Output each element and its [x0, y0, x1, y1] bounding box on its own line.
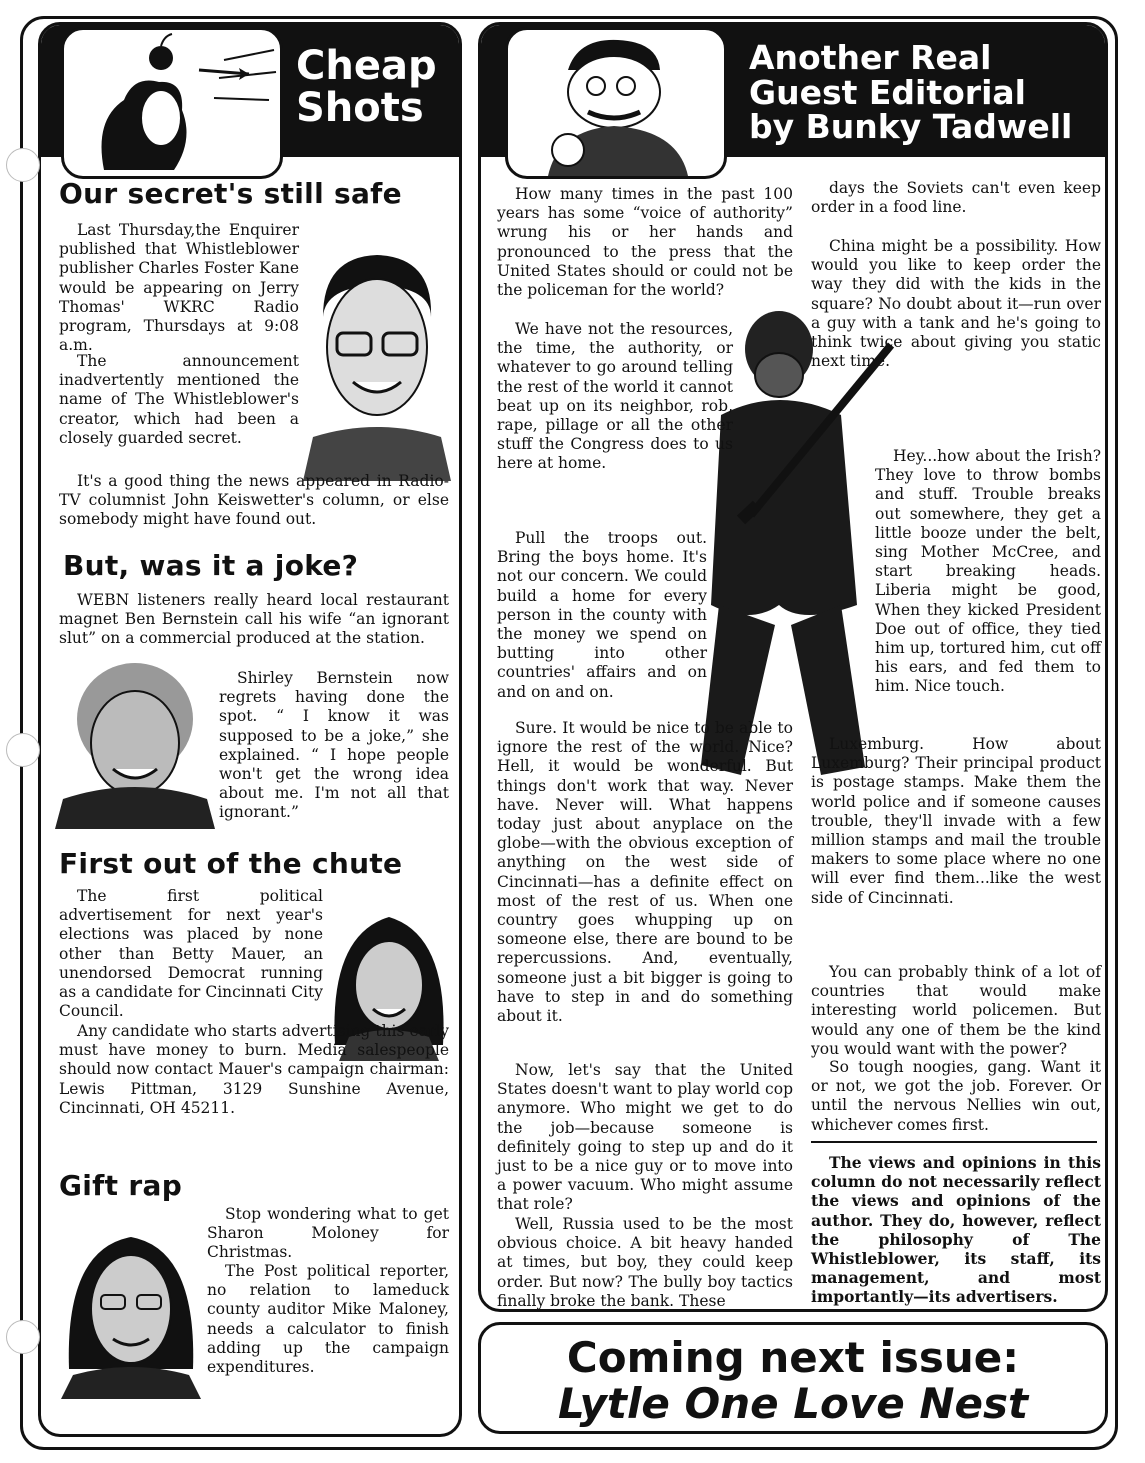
editorial-disclaimer: The views and opinions in this column do not necessarily reflect the views and opinions of the author. They do, however, reflect the philosophy of The Whistleblower, its staff, its management, and most importantly—its advertisers.: [811, 1153, 1101, 1307]
editorial-c2-p1: days the Soviets can't even keep order in a food line.: [811, 179, 1101, 217]
editorial-c2-p4: Luxemburg. How about Luxemburg? Their principal product is postage stamps. Make them the world police and if someone causes trouble, they'll invade with a few million stamps and mail the trouble makers to some place where no one will ever find them...like the west side of Cincinnati.: [811, 735, 1101, 907]
text-chute-p1: The first political advertisement for next year's elections was placed by none other than Betty Mauer, an unendorsed Democrat running as a candidate for Cincinnati City Council.: [59, 887, 323, 1021]
caricature-icon: [508, 30, 724, 176]
caricature-illustration: [505, 27, 727, 179]
punch-hole: [6, 733, 40, 767]
editorial-c1-p4: Sure. It would be nice to be able to ignore the rest of the world. Nice? Hell, it would be wonderful. But things don't work that way. Never have. Never will. What happens today just about anyplace on the globe—with the obvious exception of anything on the west side of Cincinnati—has a definite effect on most of the rest of us. When one country goes whupping up on someone else, there are bound to be repercussions. And, eventually, someone just a bit bigger is going to have to step in and do something about it.: [497, 719, 793, 1026]
cheap-shots-title: Cheap Shots: [296, 43, 437, 131]
cartoon-icon: [64, 30, 280, 176]
editorial-c1-p6: Well, Russia used to be the most obvious choice. A bit heavy handed at times, but boy, they could keep order. But now? The bully boy tactics finally broke the bank. These: [497, 1215, 793, 1310]
photo-woman-glasses: [61, 1219, 201, 1399]
cheap-shots-banner: [41, 25, 459, 157]
text-joke-p2: Shirley Bernstein now regrets having done the spot. “ I know it was supposed to be a joke,” she explained. “ I hope people won't get the wrong idea about me. I'm not all that ignorant.”: [219, 669, 449, 822]
cheap-shots-column: [38, 22, 462, 1437]
editorial-c2-p6: So tough noogies, gang. Want it or not, we got the job. Forever. Or until the nervous Nellies win out, whichever comes first.: [811, 1058, 1101, 1134]
text-secret-safe-p3: It's a good thing the news appeared in Radio-TV columnist John Keiswetter's column, or else somebody might have found out.: [59, 472, 449, 529]
text-secret-safe-p2: The announcement inadvertently mentioned the name of The Whistleblower's creator, which had been a closely guarded secret.: [59, 352, 299, 447]
coming-next-label: Coming next issue:: [566, 1333, 1020, 1382]
editorial-banner: [481, 25, 1105, 157]
editorial-c1-p2: We have not the resources, the time, the authority, or whatever to go around telling the rest of the world it cannot beat up on its neighbor, rob, rape, pillage or all the other stuff the Congress does to us here at home.: [497, 320, 733, 473]
headline-gift-rap: Gift rap: [59, 1169, 183, 1202]
text-chute-p2: Any candidate who starts advertising this early must have money to burn. Media salespeople should now contact Mauer's campaign chairman: Lewis Pittman, 3129 Sunshine Avenue, Cincinnati, OH 45211.: [59, 1022, 449, 1117]
disclaimer-divider: [811, 1141, 1097, 1143]
text-gift-p1: Stop wondering what to get Sharon Moloney for Christmas.: [207, 1205, 449, 1262]
coming-next-box: [478, 1322, 1108, 1434]
editorial-title: Another Real Guest Editorial by Bunky Tadwell: [749, 38, 1073, 147]
editorial-c2-p2: China might be a possibility. How would you like to keep order the way they did with the kids in the square? No doubt about it—run over a guy with a tank and he's going to think twice about giving you static next time.: [811, 237, 1101, 371]
text-joke-p1: WEBN listeners really heard local restaurant magnet Ben Bernstein call his wife “an ignorant slut” on a commercial produced at the station.: [59, 591, 449, 648]
editorial-c1-p3: Pull the troops out. Bring the boys home. It's not our concern. We could build a home for every person in the county with the money we spend on butting into other countries' affairs and on and on and on.: [497, 529, 707, 701]
editorial-c1-p5: Now, let's say that the United States doesn't want to play world cop anymore. Who might we get to do the job—because someone is definitely going to step up and do it just to be a nice guy or to move into a power vacuum. Who might assume that role?: [497, 1061, 793, 1214]
coming-next-title: Lytle One Love Nest: [557, 1379, 1029, 1428]
punch-hole: [6, 148, 40, 182]
photo-woman-gray-hair: [55, 649, 215, 829]
headline-secret-safe: Our secret's still safe: [59, 177, 402, 210]
text-secret-safe: Last Thursday,the Enquirer published that Whistleblower publisher Charles Foster Kane would be appearing on Jerry Thomas' WKRC Radio program, Thursdays at 9:08 a.m.: [59, 221, 299, 355]
editorial-c1-p1: How many times in the past 100 years has some “voice of authority” wrung his or her hands and pronounced to the press that the United States should or could not be the policeman for the world?: [497, 185, 793, 300]
photo-man-glasses: [303, 247, 451, 481]
target-cartoon-illustration: [61, 27, 283, 179]
headline-chute: First out of the chute: [59, 847, 403, 880]
editorial-c2-p3: Hey...how about the Irish? They love to throw bombs and stuff. Trouble breaks out somewhere, they get a little booze under the belt, sing Mother McCree, and start breaking heads. Liberia might be good, When they kicked President Doe out of office, they tied him up, tortured him, cut off his ears, and fed them to him. Nice touch.: [875, 447, 1101, 696]
text-gift-p2: The Post political reporter, no relation to lameduck county auditor Mike Maloney, needs a calculator to finish adding up the campaign expenditures.: [207, 1262, 449, 1377]
editorial-column: [478, 22, 1108, 1312]
punch-hole: [6, 1320, 40, 1354]
headline-joke: But, was it a joke?: [63, 549, 359, 582]
editorial-c2-p5: You can probably think of a lot of countries that would make interesting world policemen. But would any one of them be the kind you would want with the power?: [811, 963, 1101, 1058]
